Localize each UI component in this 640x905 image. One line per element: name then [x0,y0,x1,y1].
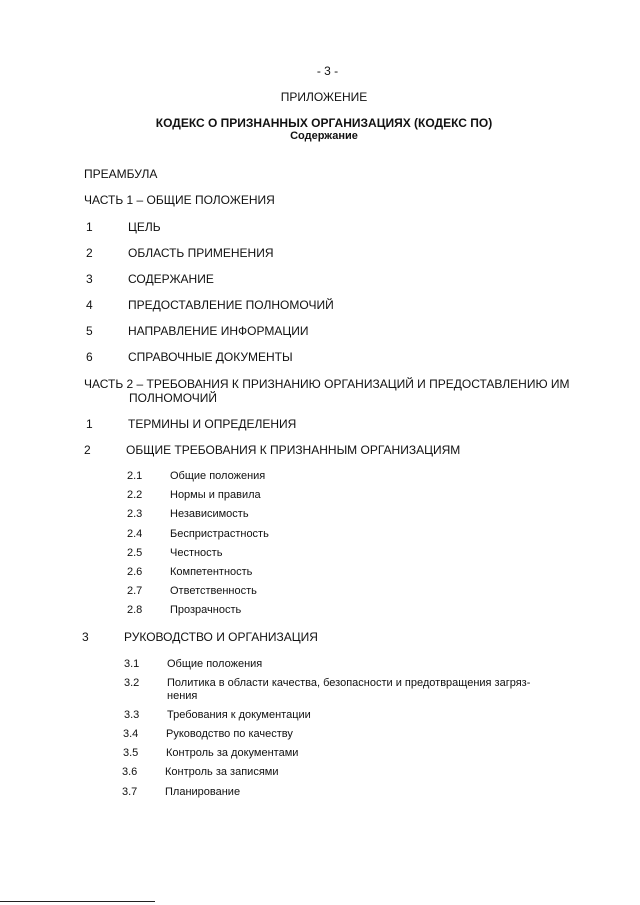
page-number: - 3 - [316,64,339,78]
toc-item-label: РУКОВОДСТВО И ОРГАНИЗАЦИЯ [124,630,318,644]
toc-item-number: 1 [86,417,93,431]
toc-item-label: Беспристрастность [170,528,269,540]
toc-part1: ЧАСТЬ 1 – ОБЩИЕ ПОЛОЖЕНИЯ [84,193,275,207]
toc-item-number: 5 [86,324,93,338]
document-title: КОДЕКС О ПРИЗНАННЫХ ОРГАНИЗАЦИЯХ (КОДЕКС ПО) [155,116,493,130]
toc-item-label: Общие положения [167,658,263,670]
toc-item-label-continued: нения [167,690,198,702]
toc-item-label: Компетентность [170,566,253,578]
toc-part2 [84,377,570,405]
toc-item-number: 3.7 [122,786,138,798]
toc-heading: Содержание [290,130,358,142]
toc-item-number: 3.3 [124,709,140,721]
toc-part2-label-line1: ЧАСТЬ 2 – ТРЕБОВАНИЯ К ПРИЗНАНИЮ ОРГАНИЗАЦИЙ И ПРЕДОСТАВЛЕНИЮ ИМ [84,377,570,391]
toc-item-number: 2.3 [127,508,143,520]
toc-item-number: 3.4 [123,728,139,740]
toc-item-label: ПРЕДОСТАВЛЕНИЕ ПОЛНОМОЧИЙ [128,298,334,312]
toc-item-number: 2.5 [127,547,143,559]
toc-item-number: 3.5 [123,747,139,759]
toc-item-label: НАПРАВЛЕНИЕ ИНФОРМАЦИИ [128,324,309,338]
toc-item-number: 3 [82,630,89,644]
toc-item-label: Честность [170,547,223,559]
toc-item-label: СПРАВОЧНЫЕ ДОКУМЕНТЫ [128,350,293,364]
toc-item-number: 2.2 [127,489,143,501]
toc-item-number: 2 [84,443,91,457]
toc-item-label: Контроль за записями [165,766,279,778]
toc-item-label: Политика в области качества, безопасности и предотвращения загряз- [167,677,531,689]
toc-item-label: Нормы и правила [170,489,261,501]
toc-item-label: Руководство по качеству [166,728,293,740]
toc-item-label: Требования к документации [167,709,311,721]
toc-item-number: 4 [86,298,93,312]
toc-item-number: 6 [86,350,93,364]
toc-item-number: 1 [86,220,93,234]
toc-part2-label-line2: ПОЛНОМОЧИЙ [129,391,218,405]
toc-item-label: ОБЩИЕ ТРЕБОВАНИЯ К ПРИЗНАННЫМ ОРГАНИЗАЦИЯМ [126,443,461,457]
toc-item-label: Прозрачность [170,604,242,616]
toc-item-label: ТЕРМИНЫ И ОПРЕДЕЛЕНИЯ [128,417,297,431]
toc-item-label: СОДЕРЖАНИЕ [128,272,214,286]
toc-item-number: 3 [86,272,93,286]
toc-item-number: 3.1 [124,658,140,670]
toc-item-number: 3.2 [124,677,140,689]
toc-item-label: ОБЛАСТЬ ПРИМЕНЕНИЯ [128,246,274,260]
toc-item-number: 2.1 [127,470,143,482]
toc-item-number: 2.4 [127,528,143,540]
appendix-label: ПРИЛОЖЕНИЕ [280,90,368,104]
toc-item-label: Контроль за документами [166,747,299,759]
toc-preamble: ПРЕАМБУЛА [84,167,158,181]
toc-item-label: Ответственность [170,585,257,597]
toc-item-number: 2.6 [127,566,143,578]
toc-item-label: Независимость [170,508,249,520]
toc-item-number: 2 [86,246,93,260]
footnote-separator [0,901,155,902]
toc-item-label: Планирование [165,786,241,798]
toc-item-label: ЦЕЛЬ [128,220,161,234]
toc-item-number: 3.6 [122,766,138,778]
toc-item-label: Общие положения [170,470,266,482]
toc-item-number: 2.8 [127,604,143,616]
toc-item-number: 2.7 [127,585,143,597]
